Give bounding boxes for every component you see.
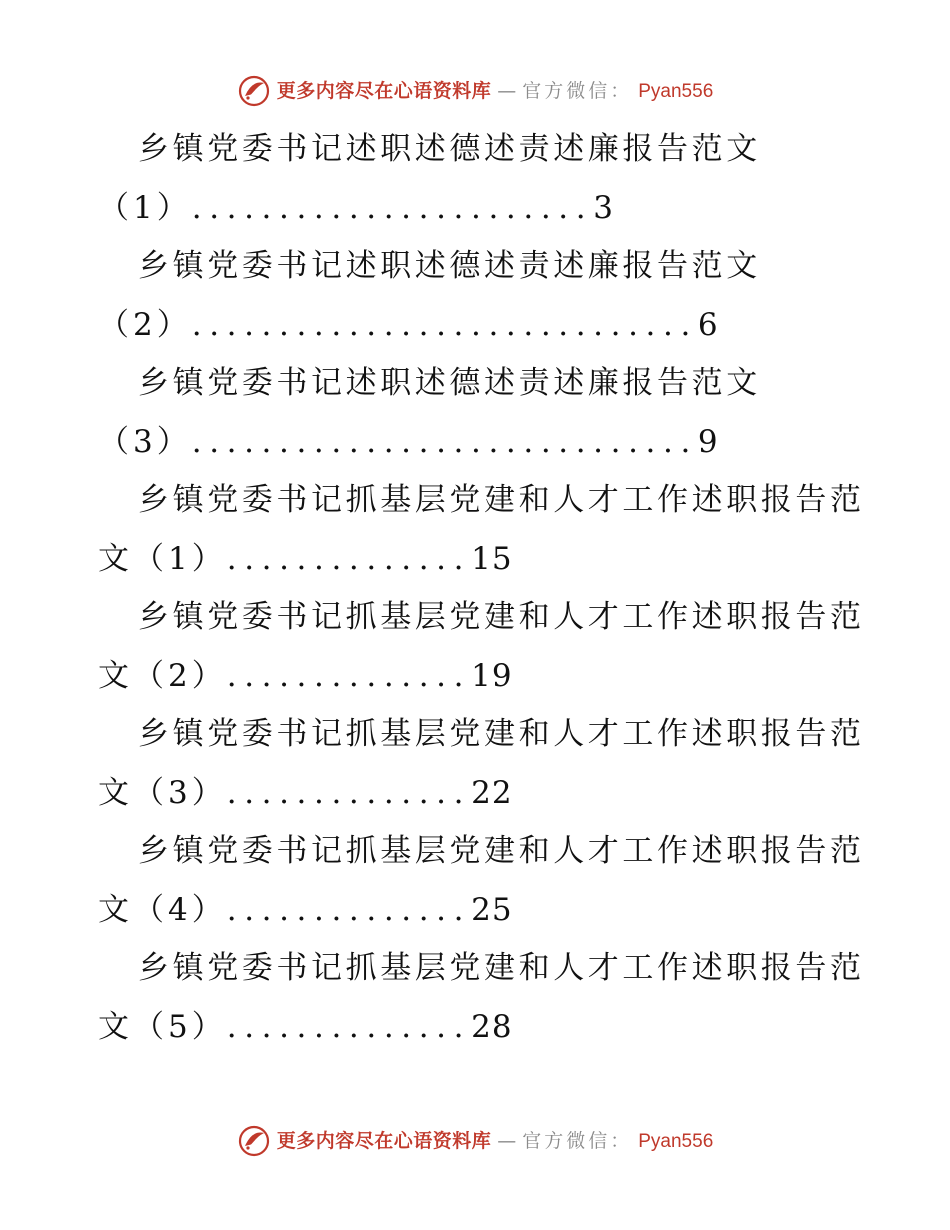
- banner-subtext: 官方微信：: [522, 79, 633, 102]
- toc-entry-page-number: 19: [471, 657, 513, 694]
- toc-entry-page-number: 6: [697, 306, 719, 343]
- toc-entry-page-number: 15: [471, 540, 513, 577]
- toc-entry-continuation: 文（1）: [98, 540, 227, 577]
- toc-entry[interactable]: [98, 354, 868, 471]
- banner-wechat-id: Pyan556: [638, 1130, 714, 1152]
- toc-entry[interactable]: [98, 471, 868, 588]
- toc-entry-title: 乡镇党委书记抓基层党建和人才工作述职报告范: [138, 716, 865, 752]
- toc-entry-continuation-line: [98, 881, 868, 940]
- toc-entry-continuation: （3）: [98, 423, 192, 460]
- toc-entry[interactable]: [98, 120, 868, 237]
- banner-dash: —: [497, 1129, 517, 1152]
- toc-entry-continuation: （2）: [98, 306, 192, 343]
- toc-entry-leader-dots: ..............: [226, 540, 472, 577]
- pen-logo-icon: [237, 74, 271, 108]
- toc-entry-title: 乡镇党委书记述职述德述责述廉报告范文: [138, 131, 761, 167]
- toc-entry-title: 乡镇党委书记抓基层党建和人才工作述职报告范: [138, 599, 865, 635]
- toc-entry[interactable]: [98, 237, 868, 354]
- toc-entry-page-number: 25: [471, 891, 513, 928]
- toc-entry-continuation-line: [98, 530, 868, 589]
- toc-entry-leader-dots: ..............: [226, 774, 472, 811]
- toc-entry[interactable]: [98, 939, 868, 1056]
- toc-entry-leader-dots: ..............: [226, 657, 472, 694]
- toc-entry-continuation: 文（5）: [98, 1008, 227, 1045]
- toc-entry-page-number: 28: [471, 1008, 513, 1045]
- toc-entry-continuation: 文（3）: [98, 774, 227, 811]
- toc-entry-continuation: （1）: [98, 189, 192, 226]
- toc-entry-page-number: 3: [593, 189, 614, 226]
- footer-banner: [0, 1124, 950, 1158]
- toc-entry-continuation-line: [98, 179, 868, 238]
- toc-entry-leader-dots: .......................: [191, 189, 594, 226]
- toc-entry-leader-dots: .............................: [191, 423, 698, 460]
- toc-entry-leader-dots: ..............: [226, 891, 472, 928]
- toc-entry-title: 乡镇党委书记抓基层党建和人才工作述职报告范: [138, 833, 865, 869]
- toc-entry-title: 乡镇党委书记述职述德述责述廉报告范文: [138, 248, 761, 284]
- toc-entry-title: 乡镇党委书记抓基层党建和人才工作述职报告范: [138, 950, 865, 986]
- toc-entry[interactable]: [98, 705, 868, 822]
- toc-entry-continuation-line: [98, 413, 868, 472]
- toc-entry-continuation-line: [98, 647, 868, 706]
- banner-subtext: 官方微信：: [522, 1129, 633, 1152]
- toc-entry-continuation: 文（2）: [98, 657, 227, 694]
- toc-entry-title: 乡镇党委书记述职述德述责述廉报告范文: [138, 365, 761, 401]
- table-of-contents: [98, 120, 868, 1056]
- toc-entry-continuation-line: [98, 296, 868, 355]
- banner-text: 更多内容尽在心语资料库: [276, 79, 492, 102]
- header-banner: [0, 74, 950, 108]
- toc-entry-continuation-line: [98, 998, 868, 1057]
- toc-entry-page-number: 9: [697, 423, 719, 460]
- toc-entry[interactable]: [98, 822, 868, 939]
- toc-entry-leader-dots: ..............: [226, 1008, 472, 1045]
- banner-text: 更多内容尽在心语资料库: [276, 1129, 492, 1152]
- pen-logo-icon: [237, 1124, 271, 1158]
- toc-entry[interactable]: [98, 588, 868, 705]
- toc-entry-continuation: 文（4）: [98, 891, 227, 928]
- toc-entry-title: 乡镇党委书记抓基层党建和人才工作述职报告范: [138, 482, 865, 518]
- toc-entry-leader-dots: .............................: [191, 306, 698, 343]
- toc-entry-continuation-line: [98, 764, 868, 823]
- banner-wechat-id: Pyan556: [638, 80, 714, 102]
- toc-entry-page-number: 22: [471, 774, 513, 811]
- banner-dash: —: [497, 79, 517, 102]
